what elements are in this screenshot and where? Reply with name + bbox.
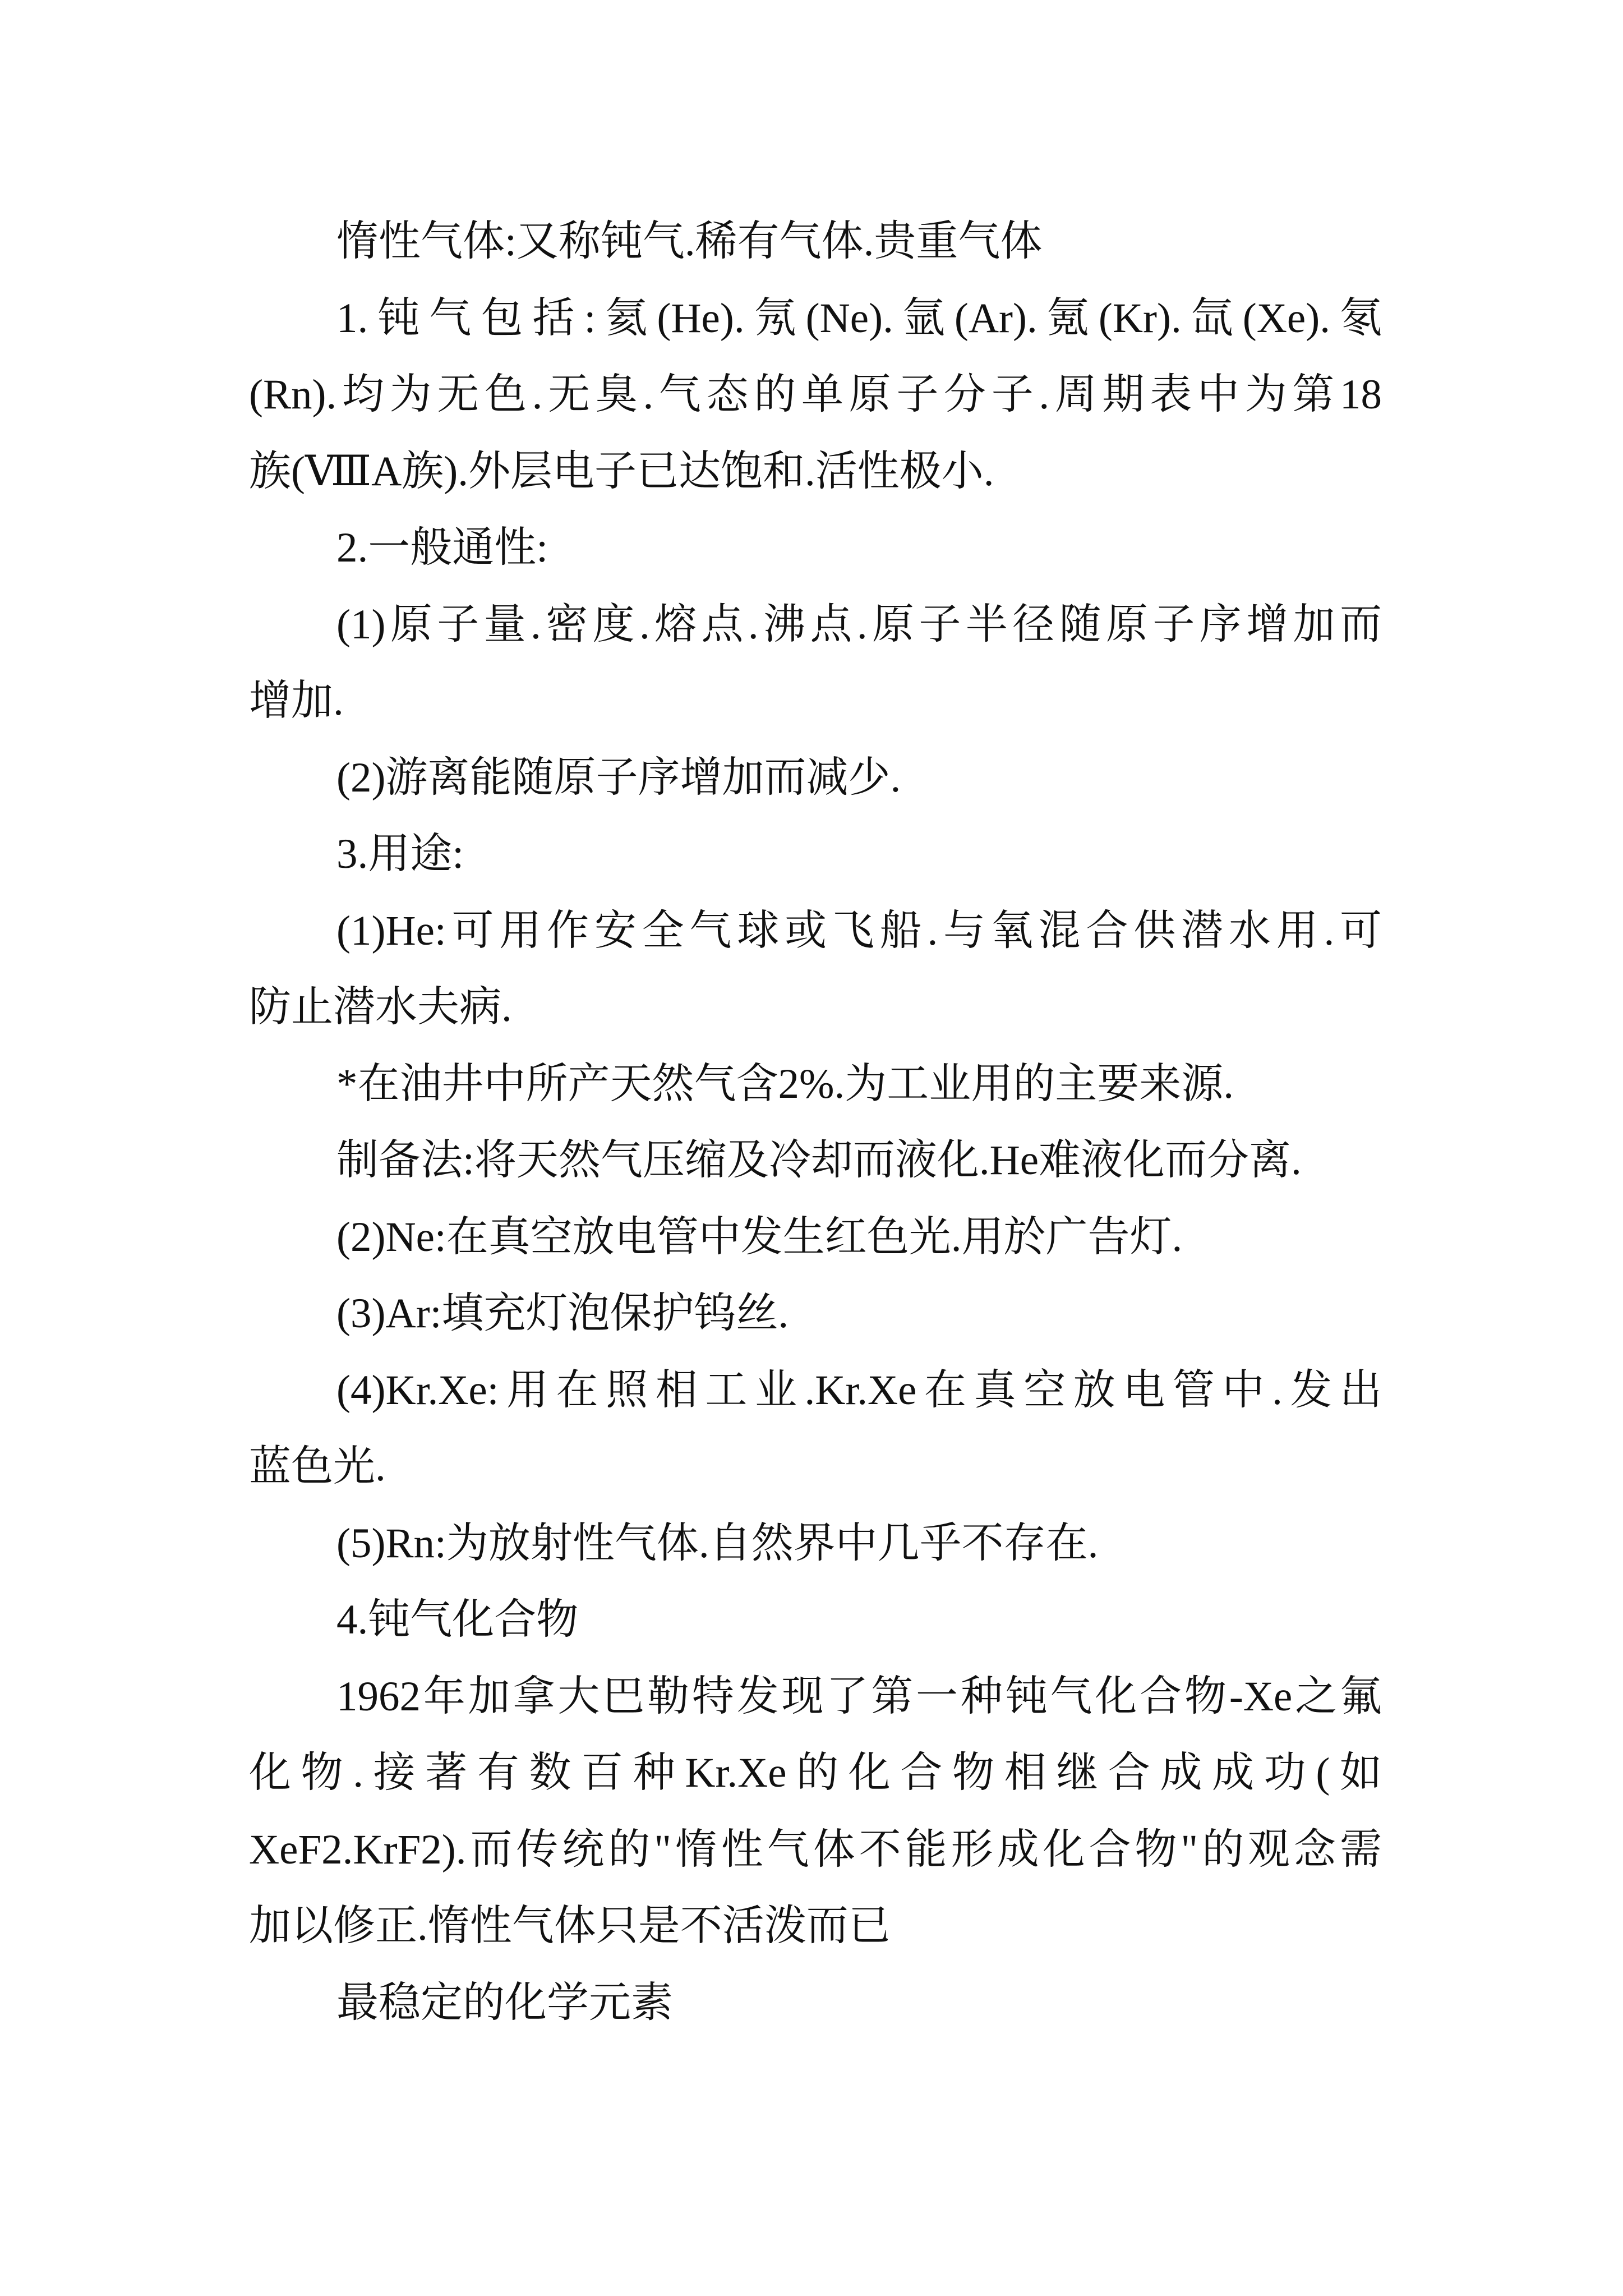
text-line: (1)He:可用作安全气球或飞船.与氧混合供潜水用.可 (336, 907, 1382, 954)
paragraph-heading-compounds (249, 1582, 1382, 1659)
text-line: 1.钝气包括:氦(He).氖(Ne).氩(Ar).氪(Kr).氙(Xe).氡 (336, 295, 1382, 342)
text-line: (3)Ar:填充灯泡保护钨丝. (336, 1290, 789, 1337)
paragraph-property-2 (249, 740, 1382, 817)
paragraph-compounds-history (249, 1659, 1382, 1965)
text-line: 2.一般通性: (336, 524, 548, 571)
paragraph-he-preparation (249, 1122, 1382, 1199)
paragraph-noble-gases-list (249, 280, 1382, 510)
text-line: (5)Rn:为放射性气体.自然界中几乎不存在. (336, 1520, 1099, 1567)
text-line: 制备法:将天然气压缩及冷却而液化.He难液化而分离. (336, 1137, 1302, 1184)
text-line: (2)游离能随原子序增加而减少. (336, 754, 901, 801)
text-line: 化物.接著有数百种Kr.Xe的化合物相继合成成功(如 (249, 1750, 1382, 1796)
text-line: XeF2.KrF2).而传统的"惰性气体不能形成化合物"的观念需 (249, 1826, 1382, 1873)
text-line: *在油井中所产天然气含2%.为工业用的主要来源. (336, 1060, 1234, 1107)
paragraph-title (249, 204, 1382, 280)
paragraph-use-he (249, 893, 1382, 1046)
text-line: (1)原子量.密度.熔点.沸点.原子半径随原子序增加而 (336, 601, 1382, 648)
text-line: 加以修正.惰性气体只是不活泼而已 (249, 1903, 891, 1949)
paragraph-use-ar (249, 1276, 1382, 1352)
text-line: 3.用途: (336, 831, 464, 877)
text-line: 惰性气体:又称钝气.稀有气体.贵重气体 (336, 218, 1043, 265)
text-line: 族(ⅧA族).外层电子已达饱和.活性极小. (249, 448, 994, 495)
text-line: 增加. (249, 678, 344, 724)
text-line: (2)Ne:在真空放电管中发生红色光.用於广告灯. (336, 1213, 1183, 1260)
text-line: 1962年加拿大巴勒特发现了第一种钝气化合物-Xe之氟 (336, 1673, 1382, 1720)
text-line: (Rn).均为无色.无臭.气态的单原子分子.周期表中为第18 (249, 371, 1382, 418)
paragraph-use-ne (249, 1199, 1382, 1276)
paragraph-use-kr-xe (249, 1352, 1382, 1506)
paragraph-he-source (249, 1046, 1382, 1123)
paragraph-property-1 (249, 587, 1382, 740)
text-line: 防止潜水夫病. (249, 984, 512, 1030)
text-line: 4.钝气化合物 (336, 1596, 579, 1643)
paragraph-use-rn (249, 1506, 1382, 1582)
paragraph-heading-general-properties (249, 510, 1382, 587)
document-page (249, 204, 1382, 2041)
text-line: (4)Kr.Xe:用在照相工业.Kr.Xe在真空放电管中.发出 (336, 1366, 1382, 1414)
paragraph-most-stable-elements (249, 1965, 1382, 2042)
paragraph-heading-uses (249, 816, 1382, 893)
text-line: 最稳定的化学元素 (336, 1979, 674, 2026)
text-line: 蓝色光. (249, 1443, 386, 1490)
